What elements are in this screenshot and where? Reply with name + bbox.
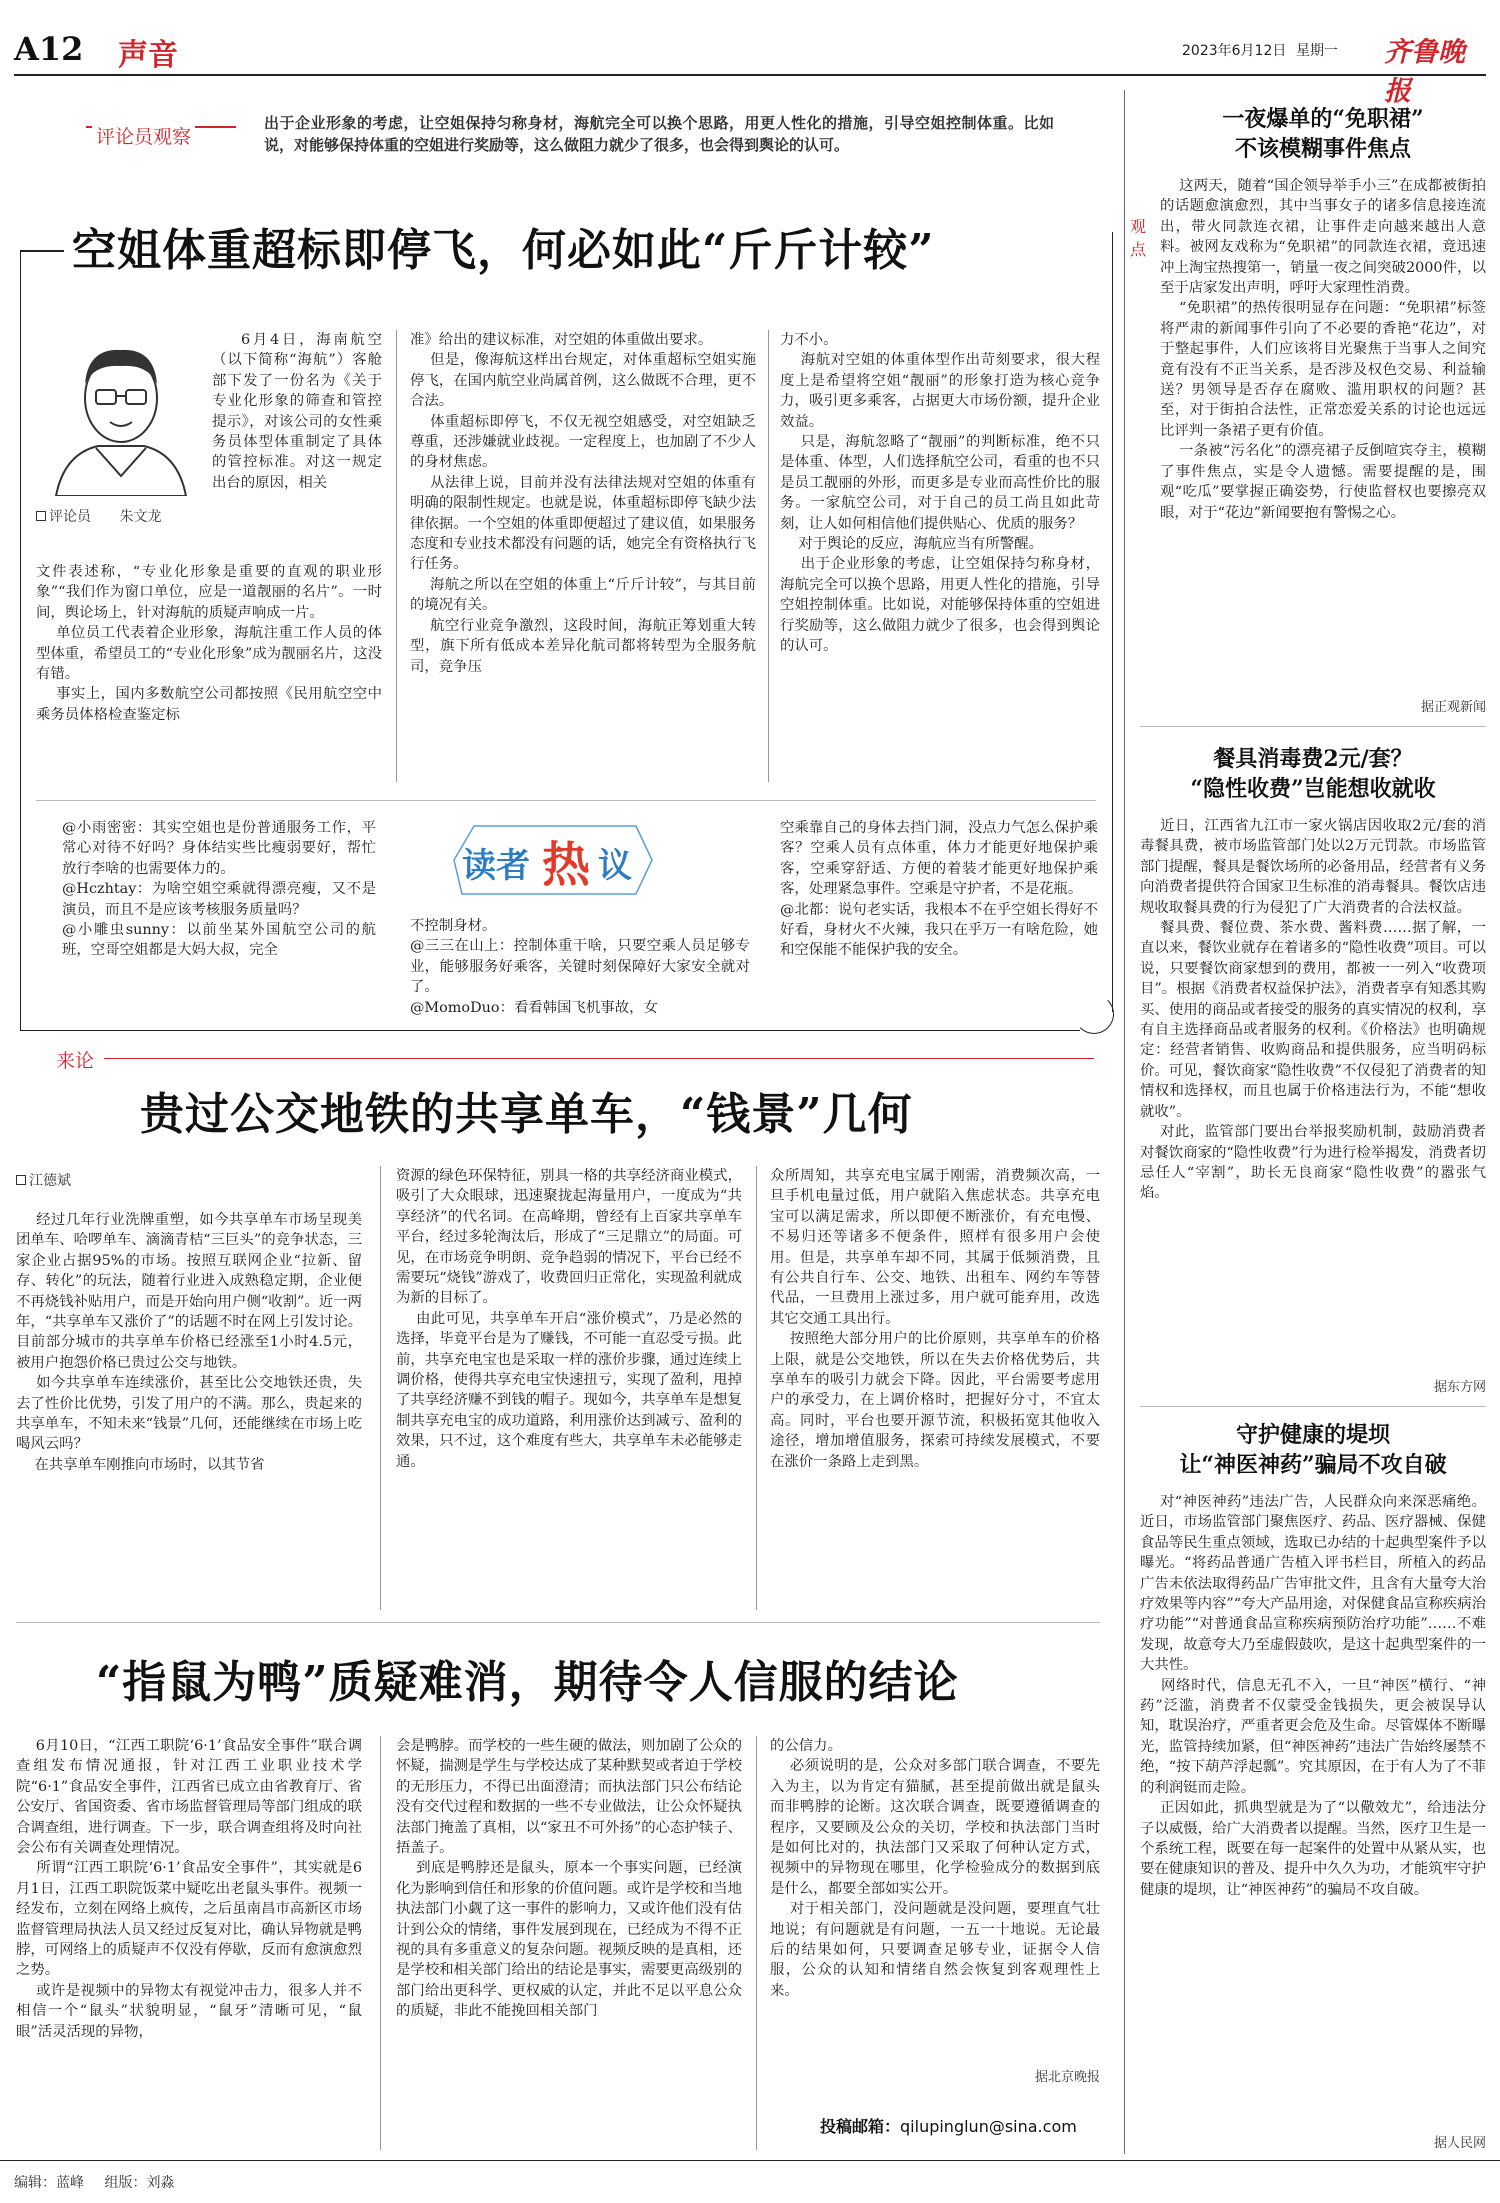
masthead-rule xyxy=(14,74,1486,76)
byline-box-2 xyxy=(16,1175,26,1185)
author-portrait-illustration xyxy=(36,336,206,496)
art2-col-divider-1 xyxy=(380,1166,381,1610)
submission-email xyxy=(820,2114,1077,2137)
art3-col-divider-1 xyxy=(380,1736,381,2150)
byline-role: 评论员 xyxy=(49,509,91,525)
art3-title: “指鼠为鸭”质疑难消，期待令人信服的结论 xyxy=(96,1657,959,1708)
art1-col-divider-1 xyxy=(396,330,397,782)
footer-rule xyxy=(0,2160,1500,2161)
sidebar-s3-source: 据人民网 xyxy=(1433,2136,1486,2151)
footer-credits xyxy=(14,2172,174,2192)
art1-byline xyxy=(36,506,161,526)
sidebar-s3-title: 守护健康的堤坝 让“神医神药”骗局不攻自破 xyxy=(1179,1422,1447,1478)
art3-col3: 的公信力。 必须说明的是，公众对多部门联合调查，不要先入为主，以为肯定有猫腻，甚至提前做出就是鼠头而非鸭脖的论断。这次联合调查，既要遵循调查的程序，又要顾及公众的关切，学校和执法部门当时是如何比对的，执法部门又采取了何种认定方式，视频中的异物现在哪里，化学检验成分的数据到底是什么，都要全部如实公开。 对于相关部门，没问题就是没问题，要理直气壮地说；有问题就是有问题，一五一十地说。无论最后的结果如何，只要调查足够专业，证据令人信服，公众的认知和情绪自然会恢复到客观理性上来。 xyxy=(770,1738,1100,1999)
sidebar-s2-body: 近日，江西省九江市一家火锅店因收取2元/套的消毒餐具费，被市场监管部门处以2万元罚款。市场监管部门提醒，餐具是餐饮场所的必备用品，经营者有义务向消费者提供符合国家卫生标准的消毒餐具。餐饮店违规收取餐具费的行为侵犯了广大消费者的合法权益。 餐具费、餐位费、茶水费、酱料费……据了解，一直以来，餐饮业就存在着诸多的“隐性收费”项目。可以说，只要餐饮商家想到的费用，都被一一列入“收费项目”。根据《消费者权益保护法》，消费者享有知悉其购买、使用的商品或者接受的服务的真实情况的权利，享有自主选择商品或者服务的权利。《价格法》也明确规定：经营者销售、收购商品和提供服务，应当明码标价。可见，餐饮商家“隐性收费”不仅侵犯了消费者的知情权和选择权，而且也属于价格违法行为，不能“想收就收”。 对此，监管部门要出台举报奖励机制，鼓励消费者对餐饮商家的“隐性收费”行为进行检举揭发，消费者切忌任人“宰割”，助长无良商家“隐性收费”的嚣张气焰。 xyxy=(1140,818,1486,1202)
art1-frame-left xyxy=(20,252,21,1030)
art3-col-divider-2 xyxy=(756,1736,757,2150)
art1-title: 空姐体重超标即停飞，何必如此“斤斤计较” xyxy=(72,225,935,276)
footer-editor: 编辑：蓝峰 xyxy=(14,2175,84,2191)
submission-email-label: 投稿邮箱： xyxy=(820,2117,901,2136)
commentator-tag-label: 评论员观察 xyxy=(92,122,195,149)
art1-col3: 力不小。 海航对空姐的体重体型作出苛刻要求，很大程度上是希望将空姐“靓丽”的形象打造为核心竞争力，吸引更多乘客，占据更大市场份额，提升企业效益。 只是，海航忽略了“靓丽”的判断标准，绝不只是体重、体型，人们选择航空公司，看重的也不只是员工靓丽的外形，而更多是专业而高性价比的服务。一家航空公司，对于自己的员工尚且如此苛刻，让人如何相信他们提供贴心、优质的服务？ 对于舆论的反应，海航应当有所警醒。 出于企业形象的考虑，让空姐保持匀称身材，海航完全可以换个思路，用更人性化的措施，引导空姐控制体重。比如说，对能够保持体重的空姐进行奖励等，这么做阻力就少了很多，也会得到舆论的认可。 xyxy=(780,332,1100,655)
sidebar-tag xyxy=(1130,214,1152,260)
byline-box xyxy=(36,511,46,521)
sidebar-rule-1 xyxy=(1140,726,1486,727)
readers-col1: @小雨密密：其实空姐也是份普通服务工作，平常心对待不好吗？身体结实些比瘦弱要好，帮忙放行李啥的也需要体力的。 @Hczhtay：为啥空姐空乘就得漂亮瘦，又不是演员，而且不是应该考核服务质量吗？ @小雕虫sunny：以前坐某外国航空公司的航班，空哥空姐都是大妈大叔，完全 xyxy=(62,820,376,959)
submission-email-address: qilupinglun@sina.com xyxy=(900,2117,1077,2136)
sidebar-s1-title: 一夜爆单的“免职裙” 不该模糊事件焦点 xyxy=(1222,106,1424,162)
art3-col1: 6月10日，“江西工职院‘6·1’食品安全事件”联合调查组发布情况通报，针对江西工业职业技术学院“6·1”食品安全事件，江西省已成立由省教育厅、省公安厅、省国资委、省市场监督管理局等部门组成的联合调查组，进行调查。下一步，联合调查组将及时向社会公布有关调查处理情况。 所谓“江西工职院‘6·1’食品安全事件”，其实就是6月1日，江西工职院饭菜中疑吃出老鼠头事件。视频一经发布，立刻在网络上疯传，之后虽南昌市高新区市场监督管理局执法人员又经过反复对比，确认异物就是鸭脖，可网络上的质疑声不仅没有停歇，反而有愈演愈烈之势。 或许是视频中的异物太有视觉冲击力，很多人并不相信一个“鼠头”状貌明显，“鼠牙”清晰可见，“鼠眼”活灵活现的异物， xyxy=(16,1738,362,2040)
art1-col1-top: 6月4日，海南航空（以下简称“海航”）客舱部下发了一份名为《关于专业化形象的筛查和管控提示》，对该公司的女性乘务员体型体重制定了具体的管控标准。对这一规定出台的原因，相关 xyxy=(212,332,382,491)
readers-badge-b: 议 xyxy=(598,846,632,886)
readers-badge-a: 读者 xyxy=(462,846,530,886)
sidebar-s1-body: 这两天，随着“国企领导举手小三”在成都被街拍的话题愈演愈烈，其中当事女子的诸多信息接连流出，带火同款连衣裙，让事件走向越来越出人意料。被网友戏称为“免职裙”的同款连衣裙，竟迅速冲上淘宝热搜第一，销量一夜之间突破2000件，以至于店家发出声明，呼吁大家理性消费。 “免职裙”的热传很明显存在问题：“免职裙”标签将严肃的新闻事件引向了不必要的香艳“花边”，对于整起事件，人们应该将目光聚焦于当事人之间究竟有没有不正当关系，是否涉及权色交易、利益输送？男领导是否存在腐败、滥用职权的问题？甚至，对于街拍合法性，正常恋爱关系的讨论也远远比评判一条裙子更有价值。 一条被“污名化”的漂亮裙子反倒喧宾夺主，模糊了事件焦点，实是令人遗憾。需要提醒的是，围观“吃瓜”要掌握正确姿势，行使监督权也要擦亮双眼，对于“花边”新闻要抱有警惕之心。 xyxy=(1160,178,1486,521)
readers-col3: 空乘靠自己的身体去挡门洞，没点力气怎么保护乘客？空乘人员有点体重，体力才能更好地保护乘客，空乘穿舒适、方便的着装才能更好地保护乘客，处理紧急事件。空乘是守护者，不是花瓶。 @北都：说句老实话，我根本不在乎空姐长得好不好看，身材火不火辣，我只在乎万一有啥危险，她和空保能不能保护我的安全。 xyxy=(780,820,1098,959)
art2-title: 贵过公交地铁的共享单车，“钱景”几何 xyxy=(140,1089,913,1140)
art2-tag-rule xyxy=(104,1058,1094,1059)
sidebar-rule-2 xyxy=(1140,1406,1486,1407)
art2-tag: 来论 xyxy=(56,1050,95,1072)
sidebar-s1-source: 据正观新闻 xyxy=(1420,700,1486,715)
art1-readers-rule xyxy=(36,800,1096,801)
art3-source: 据北京晚报 xyxy=(1034,2070,1100,2085)
art1-title-rule-left xyxy=(20,250,64,252)
sidebar-tag-a: 观 xyxy=(1130,217,1147,236)
art3-col2: 会是鸭脖。而学校的一些生硬的做法，则加剧了公众的怀疑，揣测是学生与学校达成了某种默契或者迫于学校的无形压力，不得已出面澄清；而执法部门只公布结论没有交代过程和数据的一些不专业做法，让公众怀疑执法部门掩盖了真相，以“家丑不可外扬”的心态护犊子、捂盖子。 到底是鸭脖还是鼠头，原本一个事实问题，已经演化为影响到信任和形象的价值问题。或许是学校和当地执法部门小觑了这一事件的影响力，又或许他们没有估计到公众的情绪，事件发展到现在，已经成为不得不正视的具有多重意义的复杂问题。视频反映的是真相，还是学校和相关部门给出的结论是事实，需要更高级别的部门给出更科学、更权威的认定，并此不足以平息公众的质疑，非此不能挽回相关部门 xyxy=(396,1738,742,2020)
page-number: A12 xyxy=(14,30,84,68)
byline-name: 朱文龙 xyxy=(119,509,162,525)
art2-col3: 众所周知，共享充电宝属于刚需，消费频次高，一旦手机电量过低，用户就陷入焦虑状态。共享充电宝可以满足需求，所以即便不断涨价，有充电慢、不易归还等诸多不便条件，照样有很多用户会使用。但是，共享单车却不同，其属于低频消费，且有公共自行车、公交、地铁、出租车、网约车等替代品，一旦费用上涨过多，用户就可能弃用，改选其它交通工具出行。 按照绝大部分用户的比价原则，共享单车的价格上限，就是公交地铁，所以在失去价格优势后，共享单车的吸引力就会下降。因此，平台需要考虑用户的承受力，在上调价格时，把握好分寸，不宜太高。同时，平台也要开源节流，积极拓宽其他收入途径，增加增值服务，探索可持续发展模式，不要在涨价一条路上走到黑。 xyxy=(770,1168,1100,1470)
art1-col1-bottom: 文件表述称，“专业化形象是重要的直观的职业形象”“我们作为窗口单位，应是一道靓丽的名片”。一时间，舆论场上，针对海航的质疑声响成一片。 单位员工代表着企业形象，海航注重工作人员的体型体重，希望员工的“专业化形象”成为靓丽名片，这没有错。 事实上，国内多数航空公司都按照《民用航空空中乘务员体格检查鉴定标 xyxy=(36,564,382,723)
art2-col-divider-2 xyxy=(756,1166,757,1610)
footer-layout: 组版：刘淼 xyxy=(104,2175,175,2191)
sidebar-s2-title: 餐具消毒费2元/套？ “隐性收费”岂能想收就收 xyxy=(1190,746,1436,802)
issue-weekday: 星期一 xyxy=(1296,43,1338,59)
art1-frame-bottom xyxy=(20,1030,1080,1031)
author-portrait xyxy=(36,336,206,496)
art2-col1: 经过几年行业洗牌重塑，如今共享单车市场呈现美团单车、哈啰单车、滴滴青桔“三巨头”的竞争状态，三家企业占据95%的市场。按照互联网企业“拉新、留存、转化”的玩法，随着行业进入成熟稳定期，企业便不再烧钱补贴用户，而是开始向用户侧“收割”。近一两年，“共享单车又涨价了”的话题不时在网上引发讨论。目前部分城市的共享单车价格已经涨至1小时4.5元，被用户抱怨价格已贵过公交与地铁。 如今共享单车连续涨价，甚至比公交地铁还贵，失去了性价比优势，引发了用户的不满。那么，贵起来的共享单车，不知未来“钱景”几何，还能继续在市场上吃喝风云吗？ 在共享单车刚推向市场时，以其节省 xyxy=(16,1212,362,1473)
art1-col-divider-2 xyxy=(768,330,769,782)
art2-byline xyxy=(16,1170,71,1190)
art2-col2: 资源的绿色环保特征，别具一格的共享经济商业模式，吸引了大众眼球，迅速聚拢起海量用户，一度成为“共享经济”的代名词。在高峰期，曾经有上百家共享单车平台，经过多轮淘汰后，形成了“三足鼎立”的局面。可见，在市场竞争明朗、竞争趋弱的情况下，平台已经不需要玩“烧钱”游戏了，收费回归正常化，实现盈利就成为新的目标了。 由此可见，共享单车开启“涨价模式”，乃是必然的选择，毕竟平台是为了赚钱，不可能一直忍受亏损。此前，共享充电宝也是采取一样的涨价步骤，通过连续上调价格，使得共享充电宝快速扭亏，实现了盈利，甩掉了共享经济赚不到钱的帽子。现如今，共享单车是想复制共享充电宝的成功道路，利用涨价达到减亏、盈利的效果，只不过，这个难度有些大，共享单车未必能够走通。 xyxy=(396,1168,742,1470)
readers-badge-hot: 热 xyxy=(542,837,591,893)
readers-col2: 不控制身材。 @三三在山上：控制体重干啥，只要空乘人员足够专业，能够服务好乘客，关键时刻保障好大家安全就对了。 @MomoDuo：看看韩国飞机事故，女 xyxy=(410,918,750,1016)
sidebar-divider xyxy=(1124,90,1125,2154)
sidebar-s2-source: 据东方网 xyxy=(1433,1380,1486,1395)
intro-text: 出于企业形象的考虑，让空姐保持匀称身材，海航完全可以换个思路，用更人性化的措施，引导空姐控制体重。比如说，对能够保持体重的空姐进行奖励等，这么做阻力就少了很多，也会得到舆论的认可。 xyxy=(264,114,1054,154)
masthead xyxy=(14,26,1486,107)
paper-logo: 齐鲁晚报 xyxy=(1384,37,1465,107)
sidebar-tag-b: 点 xyxy=(1130,240,1147,259)
art2-author: 江德斌 xyxy=(29,1173,71,1189)
section-name: 声音 xyxy=(118,38,178,73)
readers-badge xyxy=(438,818,656,902)
art1-col2: 准》给出的建议标准，对空姐的体重做出要求。 但是，像海航这样出台规定，对体重超标空姐实施停飞，在国内航空业尚属首例，这么做既不合理，更不合法。 体重超标即停飞，不仅无视空姐感受，对空姐缺乏尊重，还涉嫌就业歧视。一定程度上，也加剧了不少人的身材焦虑。 从法律上说，目前并没有法律法规对空姐的体重有明确的限制性规定。也就是说，体重超标即停飞缺少法律依据。一个空姐的体重即便超过了建议值，如果服务态度和专业技术都没有问题的话，她完全有资格执行飞行任务。 海航之所以在空姐的体重上“斤斤计较”，与其目前的境况有关。 航空行业竞争激烈，这段时间，海航正筹划重大转型，旗下所有低成本差异化航司都将转型为全服务航司，竞争压 xyxy=(410,332,756,675)
art2-bottom-rule xyxy=(16,1622,1100,1623)
sidebar-s3-body: 对“神医神药”违法广告，人民群众向来深恶痛绝。近日，市场监管部门聚焦医疗、药品、医疗器械、保健食品等民生重点领域，选取已办结的十起典型案件予以曝光。“将药品普通广告植入评书栏目，所植入的药品广告未依法取得药品广告审批文件，且含有大量夸大治疗效果等内容”“夸大产品用途，对保健食品宣称疾病治疗功能”“对普通食品宣称疾病预防治疗功能”……不难发现，故意夸大乃至虚假鼓吹，是这十起典型案件的一大共性。 网络时代，信息无孔不入，一旦“神医”横行、“神药”泛滥，消费者不仅蒙受金钱损失，更会被误导认知，耽误治疗，严重者更会危及生命。尽管媒体不断曝光，监管持续加紧，但“神医神药”违法广告始终屡禁不绝，“按下葫芦浮起瓢”。究其原因，在于有人为了不菲的利润铤而走险。 正因如此，抓典型就是为了“以儆效尤”，给违法分子以威慑，给广大消费者以提醒。当然，医疗卫生是一个系统工程，既要在每一起案件的处置中从紧从实，也要在健康知识的普及、提升中久久为功，才能筑牢守护健康的堤坝，让“神医神药”的骗局不攻自破。 xyxy=(1140,1494,1486,1898)
art1-frame-right xyxy=(1112,232,1113,1012)
issue-date: 2023年6月12日 xyxy=(1182,43,1287,59)
